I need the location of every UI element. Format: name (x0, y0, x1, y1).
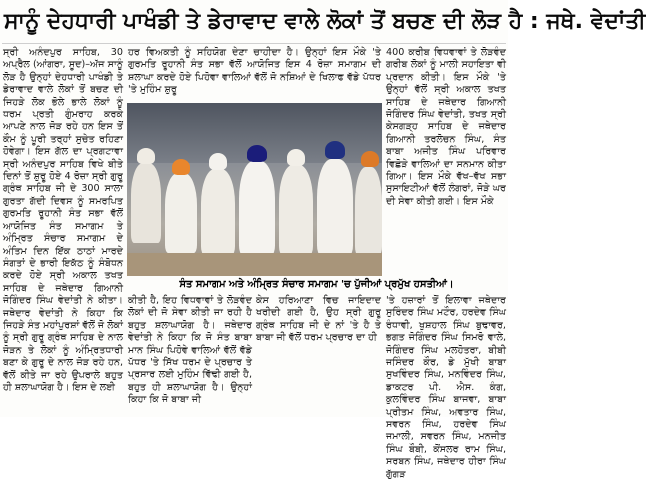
article-column-left (3, 47, 123, 414)
article-text-middle-bottom-2: ਕੇਸ ਹਰਿਆਣਾ ਵਿਚ ਜਾਇਦਾਦ ਖਰੀਦੀ ਗਈ ਹੈ, ਉਹ ਸ੍ਰੀ ਗੁਰੂ ਗ੍ਰੰਥ ਸਾਹਿਬ ਜੀ ਦੇ ਨਾਂ 'ਤੇ ਹੈ ਤੇ ਬਾਬਾ ਜੀ ਵੱਲੋਂ ਧਰਮ ਪ੍ਰਚਾਰ ਦਾ ਹੀ (256, 295, 381, 344)
article-column-middle-bottom-2 (256, 295, 381, 414)
photo-person (279, 165, 313, 255)
photo-turban (361, 151, 379, 167)
article-text-right-bottom: 'ਤੇ ਹਜ਼ਾਰਾਂ ਤੋਂ ਇਲਾਵਾ ਜਥੇਦਾਰ ਸੁਰਿੰਦਰ ਸਿੰਘ ਮਟੌਰ, ਹਰਦੇਵ ਸਿੰਘ ਰੰਧਾਵੀ, ਖੁਸ਼ਹਾਲ ਸਿੰਘ ਬੁਢਾਵਰ, ਭਗਤ ਜੋਗਿੰਦਰ ਸਿੰਘ ਸਿਮਰੋ ਵਾਲੇ, ਜੋਗਿੰਦਰ ਸਿੰਘ ਮਲਹੋਤਰਾ, ਬੀਬੀ ਜਸਿੰਦਰ ਕੌਰ, ਡੇ ਮੁੱਖੀ ਬਾਬਾ ਸੁਖਵਿੰਦਰ ਸਿੰਘ, ਮਨਵਿੰਦਰ ਸਿੰਘ, ਡਾਕਟਰ ਪੀ. ਐਸ. ਕੰਗ, ਕੁਲਵਿੰਦਰ ਸਿੰਘ ਬਾਜਵਾ, ਬਾਬਾ ਪ੍ਰੀਤਮ ਸਿੰਘ, ਅਵਤਾਰ ਸਿੰਘ, ਸਵਰਨ ਸਿੰਘ, ਹਰਦੇਵ ਸਿੰਘ ਜਮਾਲੀ, ਸਵਰਨ ਸਿੰਘ, ਮਨਜੀਤ ਸਿੰਘ ਬੌਬੀ, ਕੋਂਸਲਰ ਰਾਮ ਸਿੰਘ, ਸਰਬਨ ਸਿੰਘ, ਜਥੇਦਾਰ ਹੀਰਾ ਸਿੰਘ ਗੁੱਗੜ (386, 295, 506, 480)
photo-turban (247, 145, 267, 162)
article-column-middle-top (128, 47, 381, 97)
photo-person (317, 159, 353, 255)
article-column-right-top (386, 47, 506, 275)
photo-turban (287, 149, 305, 166)
photo-person (201, 169, 235, 255)
photo-turban (325, 141, 345, 159)
photo-floor (127, 253, 382, 276)
article-column-right-bottom (386, 295, 506, 480)
headline-divider (2, 43, 506, 44)
article-column-middle-bottom-1 (128, 295, 252, 414)
photo-caption: ਸੰਤ ਸਮਾਗਮ ਅਤੇ ਅੰਮ੍ਰਿਤ ਸੰਚਾਰ ਸਮਾਗਮ 'ਚ ਪੁੱਜੀਆਂ ਪ੍ਰਮੁੱਖ ਹਸਤੀਆਂ। (179, 279, 454, 290)
article-text-left: ਸ੍ਰੀ ਅਨੰਦਪੁਰ ਸਾਹਿਬ, 30 ਅਪ੍ਰੈਲ (ਆਂਗਰਾ, ਸੂਦ)–ਅੱਜ ਸਾਨੂੰ ਲੋੜ ਹੈ ਉਨ੍ਹਾਂ ਦੇਹਧਾਰੀ ਪਾਖੰਡੀ ਤੇ ਡੇਰਾਵਾਦ ਵਾਲੇ ਲੋਕਾਂ ਤੋਂ ਬਚਣ ਦੀ ਜਿਹੜੇ ਲੋਕ ਭੋਲੇ ਭਾਲੇ ਲੋਕਾਂ ਨੂੰ ਧਰਮ ਪ੍ਰਤੀ ਗੁੰਮਰਾਹ ਕਰਕੇ ਆਪਣੇ ਨਾਲ ਜੋੜ ਰਹੇ ਹਨ ਇਸ ਤੋਂ ਕੌਮ ਨੂੰ ਪੂਰੀ ਤਰ੍ਹਾਂ ਸੁਚੇਤ ਰਹਿਣਾ ਹੋਵੇਗਾ। ਇਸ ਗੱਲ ਦਾ ਪ੍ਰਗਟਾਵਾ ਸ੍ਰੀ ਅਨੰਦਪੁਰ ਸਾਹਿਬ ਵਿਖੇ ਬੀਤੇ ਦਿਨਾਂ ਤੋਂ ਸ਼ੁਰੂ ਹੋਏ 4 ਰੋਜ਼ਾ ਸ੍ਰੀ ਗੁਰੂ ਗ੍ਰੰਥ ਸਾਹਿਬ ਜੀ ਦੇ 300 ਸਾਲਾ ਗੁਰਤਾ ਗੱਦੀ ਦਿਵਸ ਨੂੰ ਸਮਰਪਿਤ ਗੁਰਮਤਿ ਰੂਹਾਨੀ ਸੰਤ ਸਭਾ ਵੱਲੋਂ ਆਯੋਜਿਤ ਸੰਤ ਸਮਾਗਮ ਤੇ ਅੰਮ੍ਰਿਤ ਸੰਚਾਰ ਸਮਾਗਮ ਦੇ ਅੰਤਿਮ ਦਿਨ ਇੱਕ ਠਾਠਾਂ ਮਾਰਦੇ ਸੰਗਤਾਂ ਦੇ ਭਾਰੀ ਇਕੱਠ ਨੂੰ ਸੰਬੋਧਨ ਕਰਦੇ ਹੋਏ ਸ੍ਰੀ ਅਕਾਲ ਤਖਤ ਸਾਹਿਬ ਦੇ ਜਥੇਦਾਰ ਗਿਆਨੀ ਜੋਗਿੰਦਰ ਸਿੰਘ ਵੇਦਾਂਤੀ ਨੇ ਕੀਤਾ। ਜਥੇਦਾਰ ਵੇਦਾਂਤੀ ਨੇ ਕਿਹਾ ਕਿ ਜਿਹੜੇ ਸੰਤ ਮਹਾਂਪੁਰਸ਼ਾਂ ਵੱਲੋਂ ਜੋ ਲੋਕਾਂ ਨੂੰ ਸ੍ਰੀ ਗੁਰੂ ਗ੍ਰੰਥ ਸਾਹਿਬ ਦੇ ਨਾਲ ਜੋੜਨ ਤੇ ਲੋਕਾਂ ਨੂੰ ਅੰਮ੍ਰਿਤਧਾਰੀ ਬਣਾ ਕੇ ਗੁਰੂ ਦੇ ਨਾਲ ਜੋੜ ਰਹੇ ਹਨ, ਵੱਲੋਂ ਕੀਤੇ ਜਾ ਰਹੇ ਉਪਰਾਲੇ ਬਹੁਤ ਹੀ ਸ਼ਲਾਘਾਯੋਗ ਹੈ। ਇਸ ਦੇ ਲਈ (3, 47, 123, 393)
photo-person (239, 161, 275, 255)
article-text-middle-bottom-1: ਕੀਤੀ ਹੈ, ਇਹ ਵਿਧਵਾਵਾਂ ਤੇ ਲੋੜਵੰਦ ਲੋਕਾਂ ਦੀ ਜੋ ਸੇਵਾ ਕੀਤੀ ਜਾ ਰਹੀ ਹੈ ਬਹੁਤ ਸ਼ਲਾਘਾਯੋਗ ਹੈ। ਜਥੇਦਾਰ ਵੇਦਾਂਤੀ ਨੇ ਕਿਹਾ ਕਿ ਜੋ ਸੰਤ ਬਾਬਾ ਮਾਨ ਸਿੰਘ ਪਿਹੋਵੇ ਵਾਲਿਆਂ ਵੱਲੋਂ ਵੱਡੇ ਪੱਧਰ 'ਤੇ ਸਿੱਖ ਧਰਮ ਦੇ ਪ੍ਰਚਾਰ ਤੇ ਪ੍ਰਸਾਰ ਲਈ ਮੁਹਿੰਮ ਵਿੱਢੀ ਗਈ ਹੈ, ਬਹੁਤ ਹੀ ਸ਼ਲਾਘਾਯੋਗ ਹੈ। ਉਨ੍ਹਾਂ ਕਿਹਾ ਕਿ ਜੋ ਬਾਬਾ ਜੀ (128, 295, 252, 406)
news-photo (127, 103, 382, 276)
photo-person (165, 173, 197, 253)
photo-turban (172, 159, 190, 175)
photo-turban (209, 153, 227, 170)
article-text-right-top: 400 ਕਰੀਬ ਵਿਧਵਾਵਾਂ ਤੇ ਲੋੜਵੰਦ ਗਰੀਬ ਲੋਕਾਂ ਨੂੰ ਮਾਲੀ ਸਹਾਇਤਾ ਵੀ ਪ੍ਰਦਾਨ ਕੀਤੀ। ਇਸ ਮੌਕੇ 'ਤੇ ਉਨ੍ਹਾਂ ਵੱਲੋਂ ਸ੍ਰੀ ਅਕਾਲ ਤਖਤ ਸਾਹਿਬ ਦੇ ਜਥੇਦਾਰ ਗਿਆਨੀ ਜੋਗਿੰਦਰ ਸਿੰਘ ਵੇਦਾਂਤੀ, ਤਖਤ ਸ੍ਰੀ ਕੇਸਗੜ੍ਹ ਸਾਹਿਬ ਦੇ ਜਥੇਦਾਰ ਗਿਆਨੀ ਤਰਲੋਚਨ ਸਿੰਘ, ਸੰਤ ਬਾਬਾ ਅਜੀਤ ਸਿੰਘ ਪਰਿਵਾਰ ਵਿਛੋੜੇ ਵਾਲਿਆਂ ਦਾ ਸਨਮਾਨ ਕੀਤਾ ਗਿਆ। ਇਸ ਮੌਕੇ ਵੱਖ–ਵੱਖ ਸਭਾ ਸੁਸਾਇਟੀਆਂ ਵੱਲੋਂ ਲੰਗਰਾਂ, ਜੋੜੇ ਘਰ ਦੀ ਸੇਵਾ ਕੀਤੀ ਗਈ। ਇਸ ਮੌਕੇ (386, 47, 506, 207)
photo-person (131, 163, 161, 243)
article-text-middle-top: ਹਰ ਵਿਅਕਤੀ ਨੂੰ ਸਹਿਯੋਗ ਦੇਣਾ ਚਾਹੀਦਾ ਹੈ। ਉਨ੍ਹਾਂ ਇਸ ਮੌਕੇ 'ਤੇ ਗੁਰਮਤਿ ਰੂਹਾਨੀ ਸੰਤ ਸਭਾ ਵੱਲੋਂ ਆਯੋਜਿਤ ਇਸ 4 ਰੋਜ਼ਾ ਸਮਾਗਮ ਦੀ ਸ਼ਲਾਘਾ ਕਰਦੇ ਹੋਏ ਪਿਹੋਵਾ ਵਾਲਿਆਂ ਵੱਲੋਂ ਜੋ ਨਸ਼ਿਆਂ ਦੇ ਖਿਲਾਫ ਵੱਡੇ ਪੱਧਰ 'ਤੇ ਮੁਹਿੰਮ ਸ਼ੁਰੂ (128, 47, 381, 96)
photo-turban (137, 148, 155, 164)
headline: ਸਾਨੂੰ ਦੇਹਧਾਰੀ ਪਾਖੰਡੀ ਤੇ ਡੇਰਾਵਾਦ ਵਾਲੇ ਲੋਕਾਂ ਤੋਂ ਬਚਣ ਦੀ ਲੋੜ ਹੈ : ਜਥੇ. ਵੇਦਾਂਤੀ (4, 9, 646, 34)
photo-person (355, 167, 382, 255)
